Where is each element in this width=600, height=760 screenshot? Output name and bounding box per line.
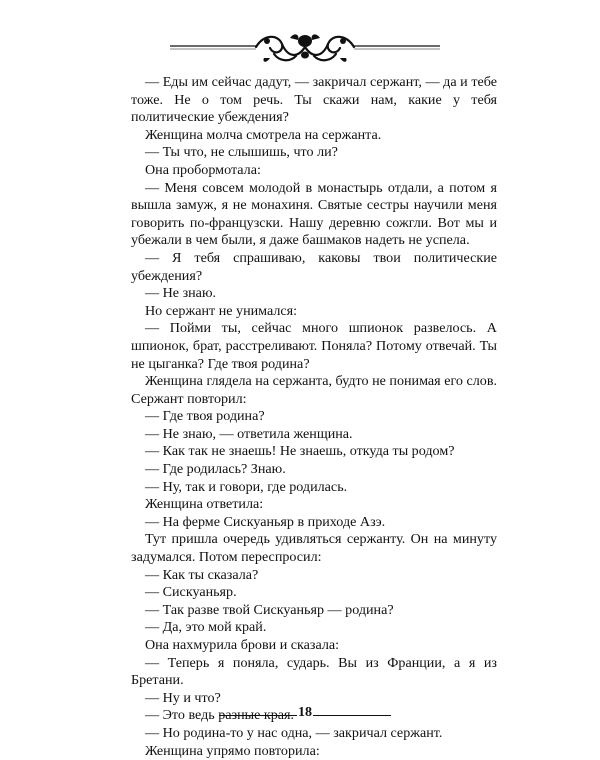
paragraph: Женщина ответила:: [145, 496, 264, 513]
paragraph: — Ну и что?: [145, 689, 221, 706]
paragraph: — Я тебя спрашиваю, каковы твои политические убеждения?: [131, 249, 497, 284]
paragraph: — Теперь я поняла, сударь. Вы из Франции, а я из Бретани.: [131, 654, 497, 689]
paragraph: — Как ты сказала?: [145, 566, 259, 583]
paragraph: — Не знаю.: [145, 285, 216, 302]
paragraph: Женщина глядела на сержанта, будто не понимая его слов. Сержант повторил:: [131, 373, 497, 407]
paragraph: — Да, это мой край.: [145, 619, 267, 636]
paragraph: — Пойми ты, сейчас много шпионок развелось. А шпионок, брат, расстреливают. Поняла? Потому отвечай. Ты не цыганка? Где твоя родина?: [131, 320, 497, 372]
paragraph: Она нахмурила брови и сказала:: [145, 637, 340, 653]
paragraph: Женщина упрямо повторила:: [145, 742, 320, 759]
page-footer: [205, 703, 405, 725]
paragraph: — На ферме Сискуаньяр в приходе Азэ.: [145, 513, 386, 530]
paragraph: Тут пришла очередь удивляться сержанту. Он на минуту задумался. Потом переспросил:: [131, 531, 497, 566]
paragraph: — Это ведь разные края.: [145, 707, 295, 724]
paragraph: — Как так не знаешь! Не знаешь, откуда ты родом?: [145, 443, 455, 460]
paragraph: Женщина молча смотрела на сержанта.: [145, 126, 382, 143]
body-text: [131, 74, 497, 760]
paragraph: — Не знаю, — ответила женщина.: [145, 425, 353, 442]
paragraph: Но сержант не унимался:: [145, 302, 298, 319]
page-number: 18: [298, 705, 312, 720]
paragraph: Она пробормотала:: [145, 161, 261, 178]
paragraph: — Ну, так и говори, где родилась.: [145, 478, 348, 495]
paragraph: — Где твоя родина?: [145, 408, 265, 425]
paragraph: — Где родилась? Знаю.: [145, 461, 286, 478]
paragraph: — Еды им сейчас дадут, — закричал сержант, — да и тебе тоже. Не о том речь. Ты скажи нам, какие у тебя политические убеждения?: [131, 74, 497, 126]
footer-rule-right: [313, 715, 391, 716]
decorative-header-ornament-icon: [170, 28, 440, 68]
paragraph: — Меня совсем молодой в монастырь отдали, а потом я вышла замуж, я не монахиня. Святые сестры научили меня говорить по-французски. Нашу деревню сожгли. Вот мы и убежали в чем были, я даже башмаков надеть не успела.: [131, 179, 497, 249]
paragraph: — Так разве твой Сискуаньяр — родина?: [145, 601, 394, 618]
paragraph: — Ты что, не слышишь, что ли?: [145, 144, 338, 161]
paragraph: — Но родина-то у нас одна, — закричал сержант.: [145, 724, 443, 741]
paragraph: — Сискуаньяр.: [145, 584, 237, 601]
